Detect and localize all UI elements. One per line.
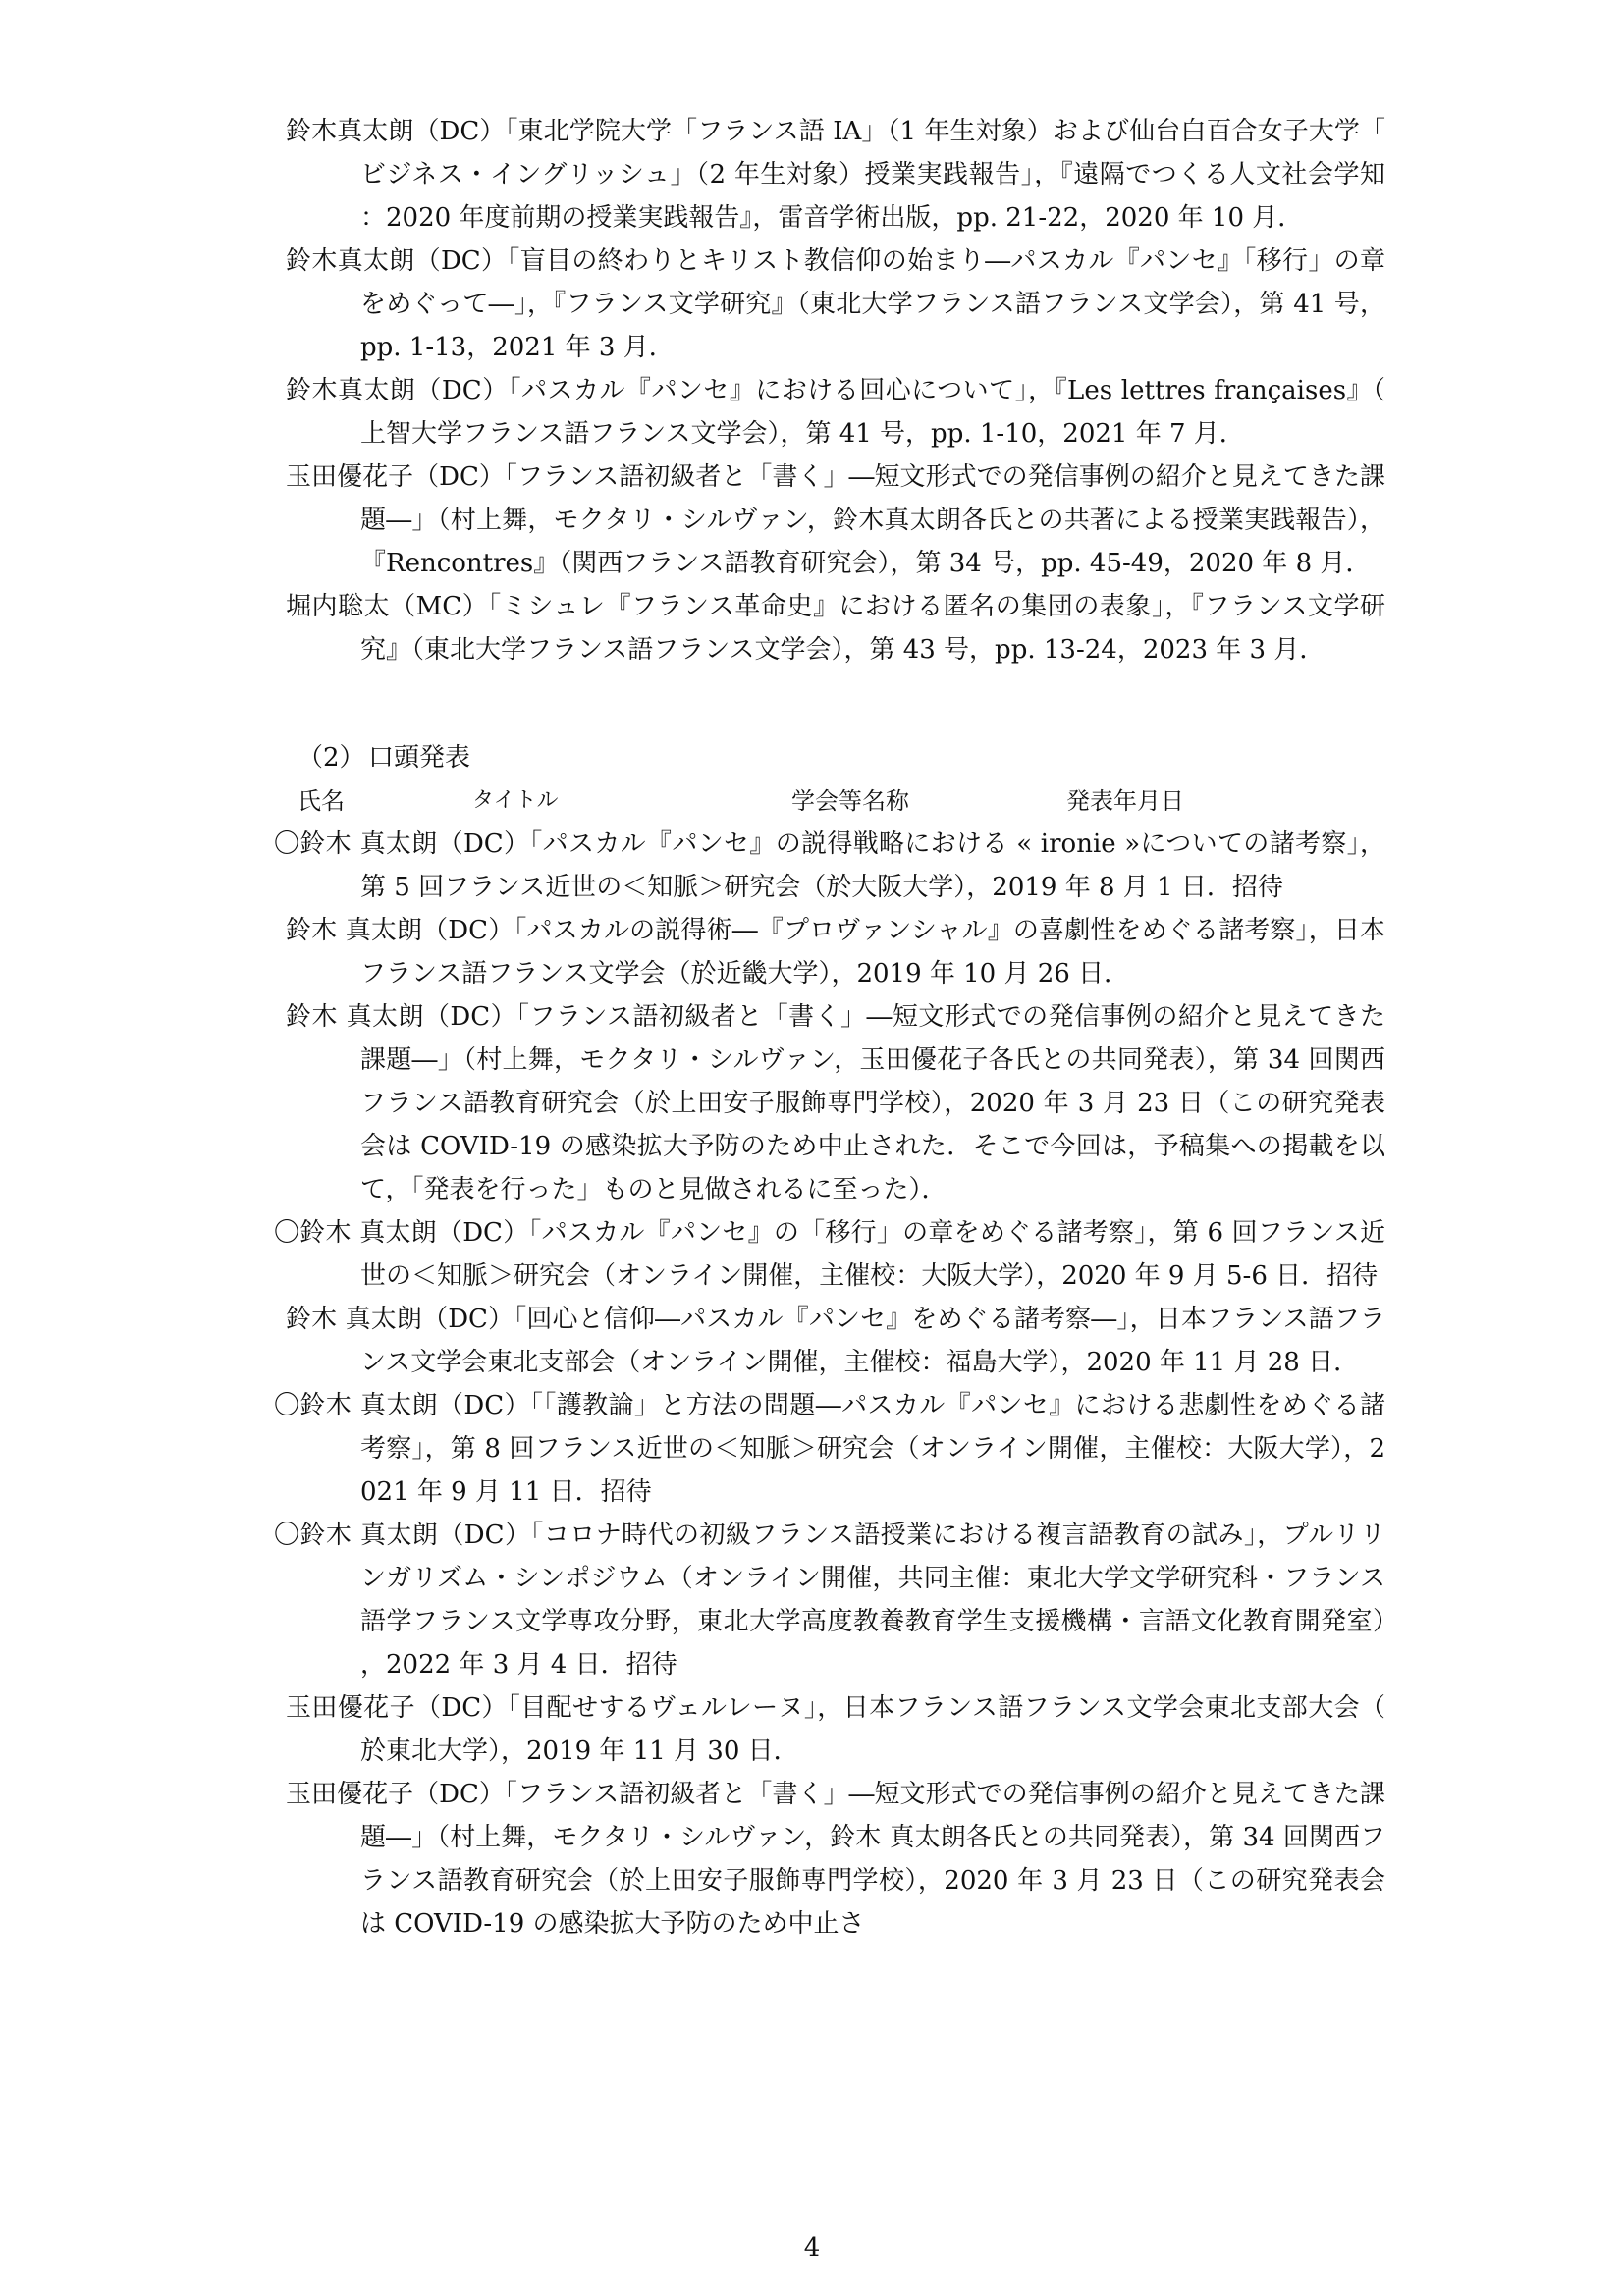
presentation-entry: 〇鈴木 真太朗（DC）「パスカル『パンセ』の説得戦略における « ironie »についての諸考察」，第 5 回フランス近世の＜知脈＞研究会（於大阪大学），2019 年 8 月 1 日．招待: [274, 829, 1385, 902]
presentation-entry: 玉田優花子（DC）「目配せするヴェルレーヌ」，日本フランス語フランス文学会東北支部大会（於東北大学），2019 年 11 月 30 日．: [286, 1693, 1385, 1766]
presentation-entry: 鈴木 真太朗（DC）「パスカルの説得術―『プロヴァンシャル』の喜劇性をめぐる諸考察」，日本フランス語フランス文学会（於近畿大学），2019 年 10 月 26 日．: [286, 916, 1385, 988]
page-content: [274, 110, 1385, 1946]
publication-entry: 鈴木真太朗（DC）「東北学院大学「フランス語 IA」（1 年生対象）および仙台白百合女子大学「ビジネス・イングリッシュ」（2 年生対象）授業実践報告」，『遠隔でつくる人文社会学知：2020 年度前期の授業実践報告』，雷音学術出版，pp. 21-22，2020 年 10 月．: [286, 117, 1385, 233]
presentation-entry: 〇鈴木 真太朗（DC）「「護教論」と方法の問題―パスカル『パンセ』における悲劇性をめぐる諸考察」，第 8 回フランス近世の＜知脈＞研究会（オンライン開催，主催校：大阪大学），2021 年 9 月 11 日．招待: [274, 1391, 1385, 1507]
publication-entry: 玉田優花子（DC）「フランス語初級者と「書く」―短文形式での発信事例の紹介と見えてきた課題―」（村上舞，モクタリ・シルヴァン，鈴木真太朗各氏との共著による授業実践報告），『Rencontres』（関西フランス語教育研究会），第 34 号，pp. 45-49，2020 年 8 月．: [286, 462, 1385, 578]
presentation-entry: 玉田優花子（DC）「フランス語初級者と「書く」―短文形式での発信事例の紹介と見えてきた課題―」（村上舞，モクタリ・シルヴァン，鈴木 真太朗各氏との共同発表），第 34 回関西フランス語教育研究会（於上田安子服飾専門学校），2020 年 3 月 23 日（この研究発表会は COVID-19 の感染拡大予防のため中止さ: [286, 1780, 1385, 1939]
section-number: （2）: [298, 743, 365, 773]
presentation-entry: 〇鈴木 真太朗（DC）「コロナ時代の初級フランス語授業における複言語教育の試み」，プルリリンガリズム・シンポジウム（オンライン開催，共同主催：東北大学文学研究科・フランス語学フランス文学専攻分野，東北大学高度教養教育学生支援機構・言語文化教育開発室），2022 年 3 月 4 日．招待: [274, 1521, 1385, 1680]
column-header-row: [286, 779, 1385, 823]
section-heading: [286, 736, 1385, 779]
publication-entry: 鈴木真太朗（DC）「盲目の終わりとキリスト教信仰の始まり―パスカル『パンセ』「移行」の章をめぐって―」，『フランス文学研究』（東北大学フランス語フランス文学会），第 41 号，pp. 1-13，2021 年 3 月．: [286, 246, 1385, 362]
header-title: タイトル: [472, 788, 559, 813]
section-title: 口頭発表: [368, 743, 471, 773]
section-spacer: [286, 671, 1385, 736]
publication-entry: 堀内聡太（MC）「ミシュレ『フランス革命史』における匿名の集団の表象」，『フランス文学研究』（東北大学フランス語フランス文学会），第 43 号，pp. 13-24，2023 年 3 月．: [286, 592, 1385, 665]
presentation-entry: 〇鈴木 真太朗（DC）「パスカル『パンセ』の「移行」の章をめぐる諸考察」，第 6 回フランス近世の＜知脈＞研究会（オンライン開催，主催校：大阪大学），2020 年 9 月 5-6 日．招待: [274, 1218, 1385, 1291]
header-date: 発表年月日: [1066, 787, 1184, 815]
header-name: 氏名: [298, 787, 345, 815]
page-number: 4: [803, 2233, 821, 2263]
presentation-entry: 鈴木 真太朗（DC）「フランス語初級者と「書く」―短文形式での発信事例の紹介と見えてきた課題―」（村上舞，モクタリ・シルヴァン，玉田優花子各氏との共同発表），第 34 回関西フランス語教育研究会（於上田安子服飾専門学校），2020 年 3 月 23 日（この研究発表会は COVID-19 の感染拡大予防のため中止された．そこで今回は，予稿集への掲載を以て，「発表を行った」ものと見做されるに至った）．: [286, 1002, 1385, 1204]
publication-entry: 鈴木真太朗（DC）「パスカル『パンセ』における回心について」，『Les lettres françaises』（上智大学フランス語フランス文学会），第 41 号，pp. 1-10，2021 年 7 月．: [286, 376, 1385, 449]
header-conference: 学会等名称: [791, 787, 909, 815]
presentation-entry: 鈴木 真太朗（DC）「回心と信仰―パスカル『パンセ』をめぐる諸考察―」，日本フランス語フランス文学会東北支部会（オンライン開催，主催校：福島大学），2020 年 11 月 28 日．: [286, 1305, 1385, 1377]
